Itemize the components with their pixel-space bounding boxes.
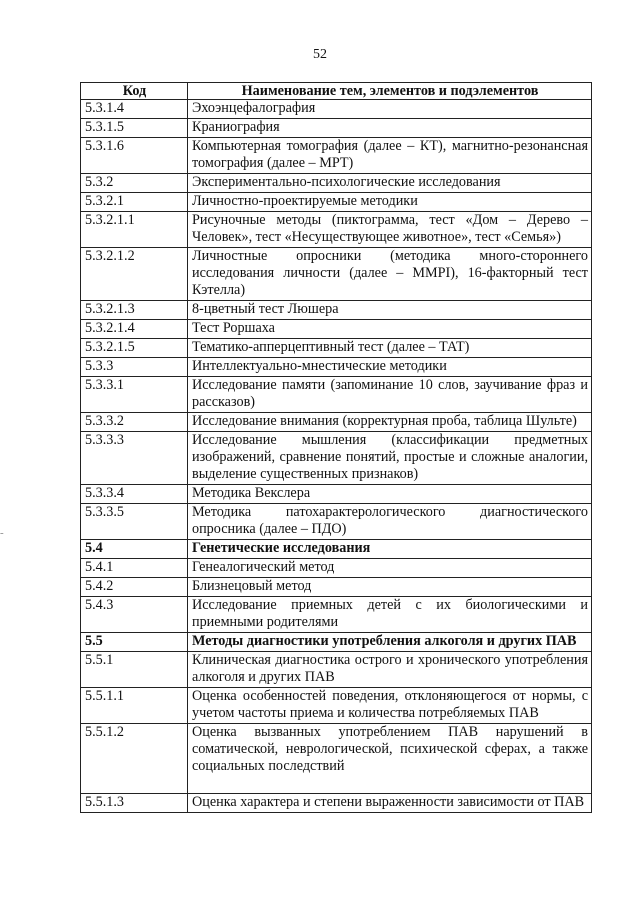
row-name: Методы диагностики употребления алкоголя и других ПАВ [188, 633, 592, 652]
row-code: 5.5.1 [81, 652, 188, 688]
row-code: 5.3.2.1.3 [81, 301, 188, 320]
table-row [81, 248, 592, 301]
row-name: Интеллектуально-мнестические методики [188, 358, 592, 377]
row-code: 5.3.2.1.1 [81, 212, 188, 248]
row-code: 5.3.2.1.2 [81, 248, 188, 301]
table-row [81, 432, 592, 485]
margin-mark: - [0, 527, 4, 539]
row-name: Оценка характера и степени выраженности зависимости от ПАВ [188, 794, 592, 813]
row-name: 8-цветный тест Люшера [188, 301, 592, 320]
table-row [81, 119, 592, 138]
table-row [81, 504, 592, 540]
row-name: Тест Роршаха [188, 320, 592, 339]
row-code: 5.3.3.5 [81, 504, 188, 540]
row-name: Исследование приемных детей с их биологическими и приемными родителями [188, 597, 592, 633]
table-row [81, 212, 592, 248]
header-code: Код [81, 83, 188, 100]
row-name: Краниография [188, 119, 592, 138]
table-row [81, 540, 592, 559]
table-row [81, 652, 592, 688]
row-name: Генетические исследования [188, 540, 592, 559]
row-code: 5.4.2 [81, 578, 188, 597]
table-header-row [81, 83, 592, 100]
row-code: 5.3.3.2 [81, 413, 188, 432]
row-code: 5.3.2 [81, 174, 188, 193]
row-code: 5.3.3.4 [81, 485, 188, 504]
table-row [81, 320, 592, 339]
row-code: 5.4.1 [81, 559, 188, 578]
row-code: 5.3.1.5 [81, 119, 188, 138]
row-code: 5.3.1.4 [81, 100, 188, 119]
page-number: 52 [313, 47, 327, 62]
row-code: 5.3.3 [81, 358, 188, 377]
row-name: Генеалогический метод [188, 559, 592, 578]
row-name: Компьютерная томография (далее – КТ), магнитно-резонансная томография (далее – МРТ) [188, 138, 592, 174]
row-code: 5.5 [81, 633, 188, 652]
row-code: 5.3.3.3 [81, 432, 188, 485]
table-row [81, 485, 592, 504]
table-row [81, 339, 592, 358]
row-code: 5.4 [81, 540, 188, 559]
table-row [81, 578, 592, 597]
row-code: 5.3.3.1 [81, 377, 188, 413]
row-code: 5.3.1.6 [81, 138, 188, 174]
row-name: Рисуночные методы (пиктограмма, тест «Дом – Дерево – Человек», тест «Несуществующее животное», тест «Семья») [188, 212, 592, 248]
table-row [81, 633, 592, 652]
row-name: Методика патохарактерологического диагностического опросника (далее – ПДО) [188, 504, 592, 540]
table-row [81, 724, 592, 794]
row-name: Исследование внимания (корректурная проба, таблица Шульте) [188, 413, 592, 432]
row-name: Экспериментально-психологические исследования [188, 174, 592, 193]
row-name: Оценка вызванных употреблением ПАВ нарушений в соматической, неврологической, психической сферах, а также социальных последствий [188, 724, 592, 794]
row-name: Оценка особенностей поведения, отклоняющегося от нормы, с учетом частоты приема и количества потребляемых ПАВ [188, 688, 592, 724]
row-name: Методика Векслера [188, 485, 592, 504]
table-row [81, 174, 592, 193]
table-row [81, 688, 592, 724]
row-code: 5.3.2.1.4 [81, 320, 188, 339]
row-name: Исследование мышления (классификации предметных изображений, сравнение понятий, простые и сложные аналогии, выделение существенных признаков) [188, 432, 592, 485]
topics-table [80, 82, 592, 813]
table-row [81, 358, 592, 377]
row-name: Эхоэнцефалография [188, 100, 592, 119]
table-row [81, 100, 592, 119]
header-name: Наименование тем, элементов и подэлементов [188, 83, 592, 100]
row-code: 5.5.1.1 [81, 688, 188, 724]
table-row [81, 301, 592, 320]
table-row [81, 413, 592, 432]
row-code: 5.4.3 [81, 597, 188, 633]
row-name: Тематико-апперцептивный тест (далее – ТАТ) [188, 339, 592, 358]
table-row [81, 377, 592, 413]
row-name: Близнецовый метод [188, 578, 592, 597]
row-code: 5.3.2.1.5 [81, 339, 188, 358]
row-name: Исследование памяти (запоминание 10 слов, заучивание фраз и рассказов) [188, 377, 592, 413]
table-row [81, 193, 592, 212]
table-row [81, 138, 592, 174]
row-name: Клиническая диагностика острого и хронического употребления алкоголя и других ПАВ [188, 652, 592, 688]
table-row [81, 597, 592, 633]
row-code: 5.5.1.2 [81, 724, 188, 794]
row-code: 5.5.1.3 [81, 794, 188, 813]
table-row [81, 559, 592, 578]
row-name: Личностно-проектируемые методики [188, 193, 592, 212]
table-body [81, 100, 592, 813]
row-name: Личностные опросники (методика много-стороннего исследования личности (далее – MMPI), 16-факторный тест Кэтелла) [188, 248, 592, 301]
table-row [81, 794, 592, 813]
row-code: 5.3.2.1 [81, 193, 188, 212]
